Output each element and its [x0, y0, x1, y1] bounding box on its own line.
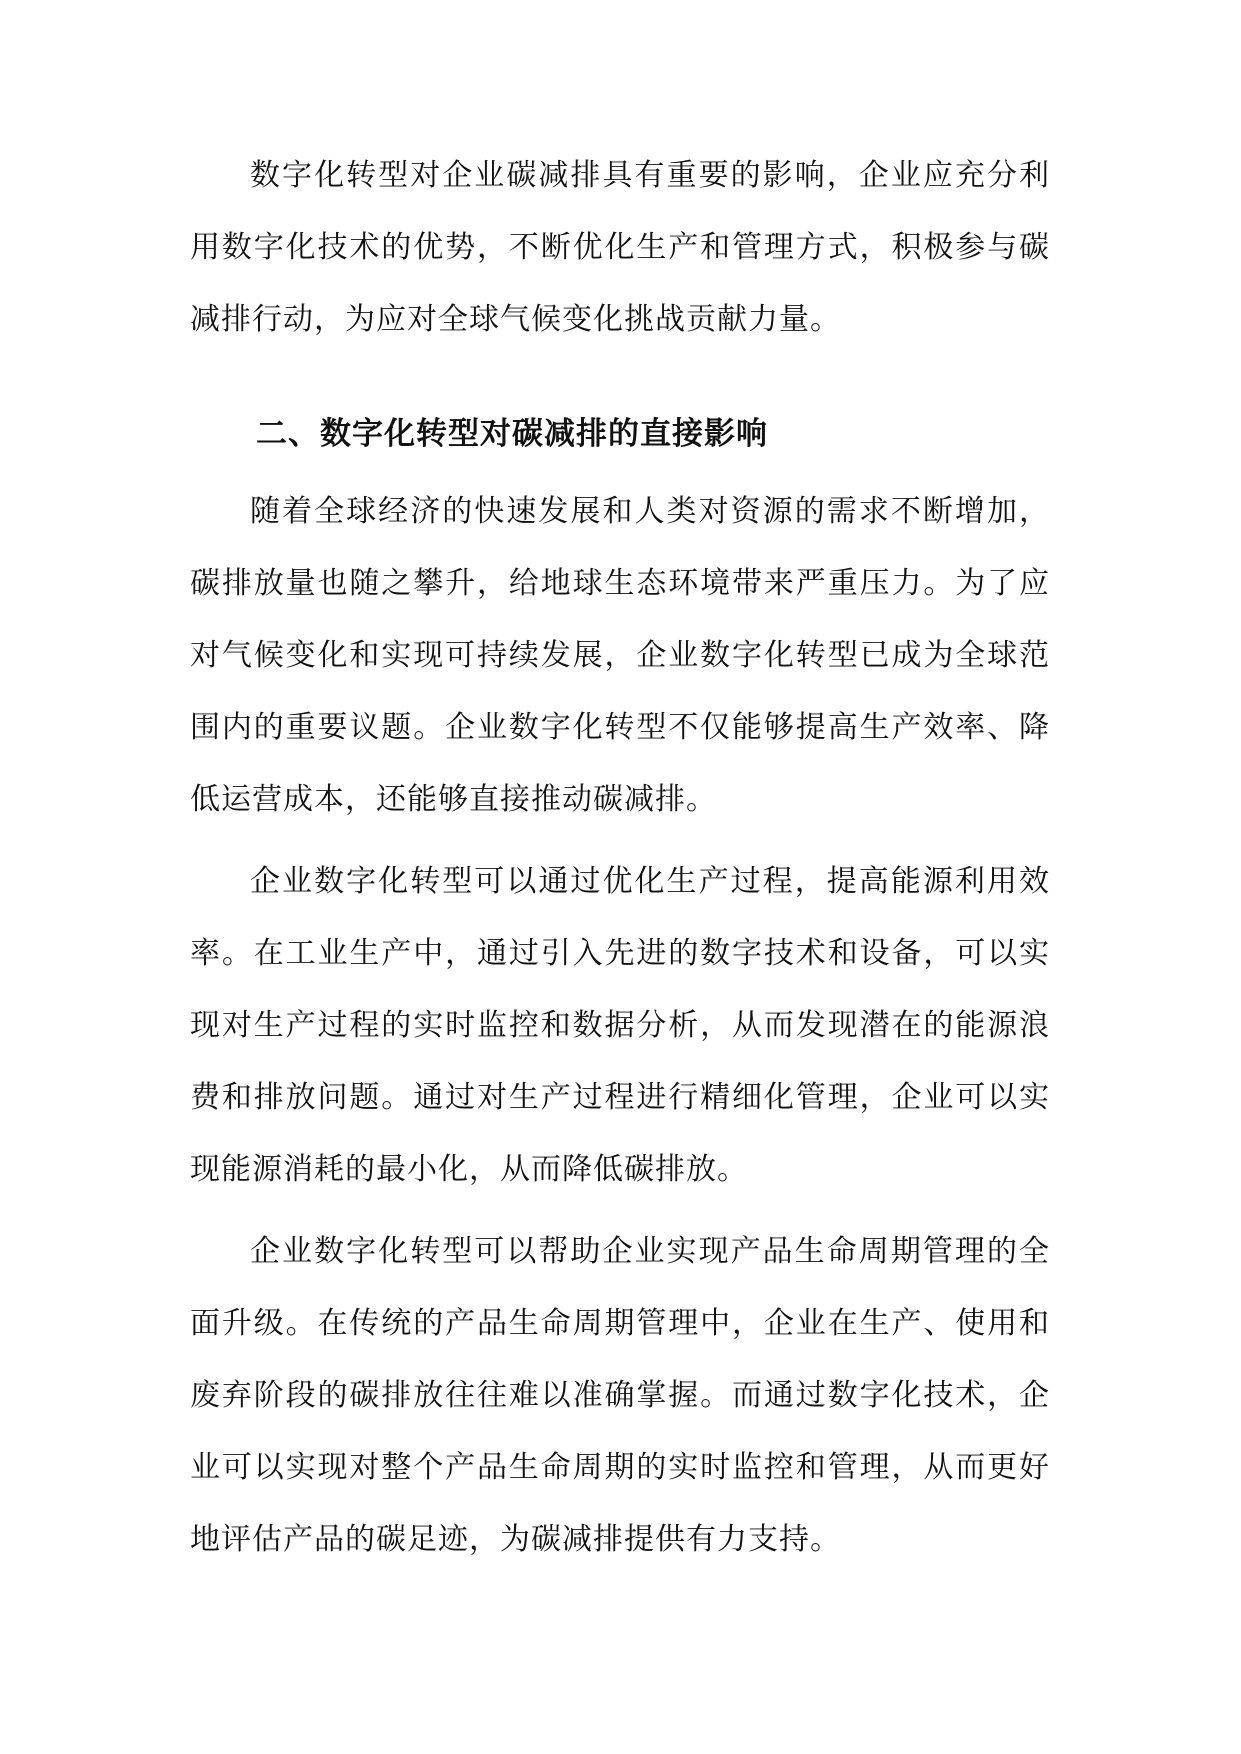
intro-paragraph: 数字化转型对企业碳减排具有重要的影响，企业应充分利用数字化技术的优势，不断优化生产和管理方式，积极参与碳减排行动，为应对全球气候变化挑战贡献力量。: [190, 158, 1050, 337]
body-paragraph-3: 企业数字化转型可以帮助企业实现产品生命周期管理的全面升级。在传统的产品生命周期管理中，企业在生产、使用和废弃阶段的碳排放往往难以准确掌握。而通过数字化技术，企业可以实现对整个产品生命周期的实时监控和管理，从而更好地评估产品的碳足迹，为碳减排提供有力支持。: [190, 1234, 1050, 1557]
body-paragraph-2: 企业数字化转型可以通过优化生产过程，提高能源利用效率。在工业生产中，通过引入先进的数字技术和设备，可以实现对生产过程的实时监控和数据分析，从而发现潜在的能源浪费和排放问题。通过对生产过程进行精细化管理，企业可以实现能源消耗的最小化，从而降低碳排放。: [190, 864, 1050, 1187]
body-paragraph-1: 随着全球经济的快速发展和人类对资源的需求不断增加，碳排放量也随之攀升，给地球生态环境带来严重压力。为了应对气候变化和实现可持续发展，企业数字化转型已成为全球范围内的重要议题。企业数字化转型不仅能够提高生产效率、降低运营成本，还能够直接推动碳减排。: [190, 494, 1050, 817]
section-heading: 二、数字化转型对碳减排的直接影响: [256, 416, 768, 452]
document-body: [190, 140, 1050, 1576]
